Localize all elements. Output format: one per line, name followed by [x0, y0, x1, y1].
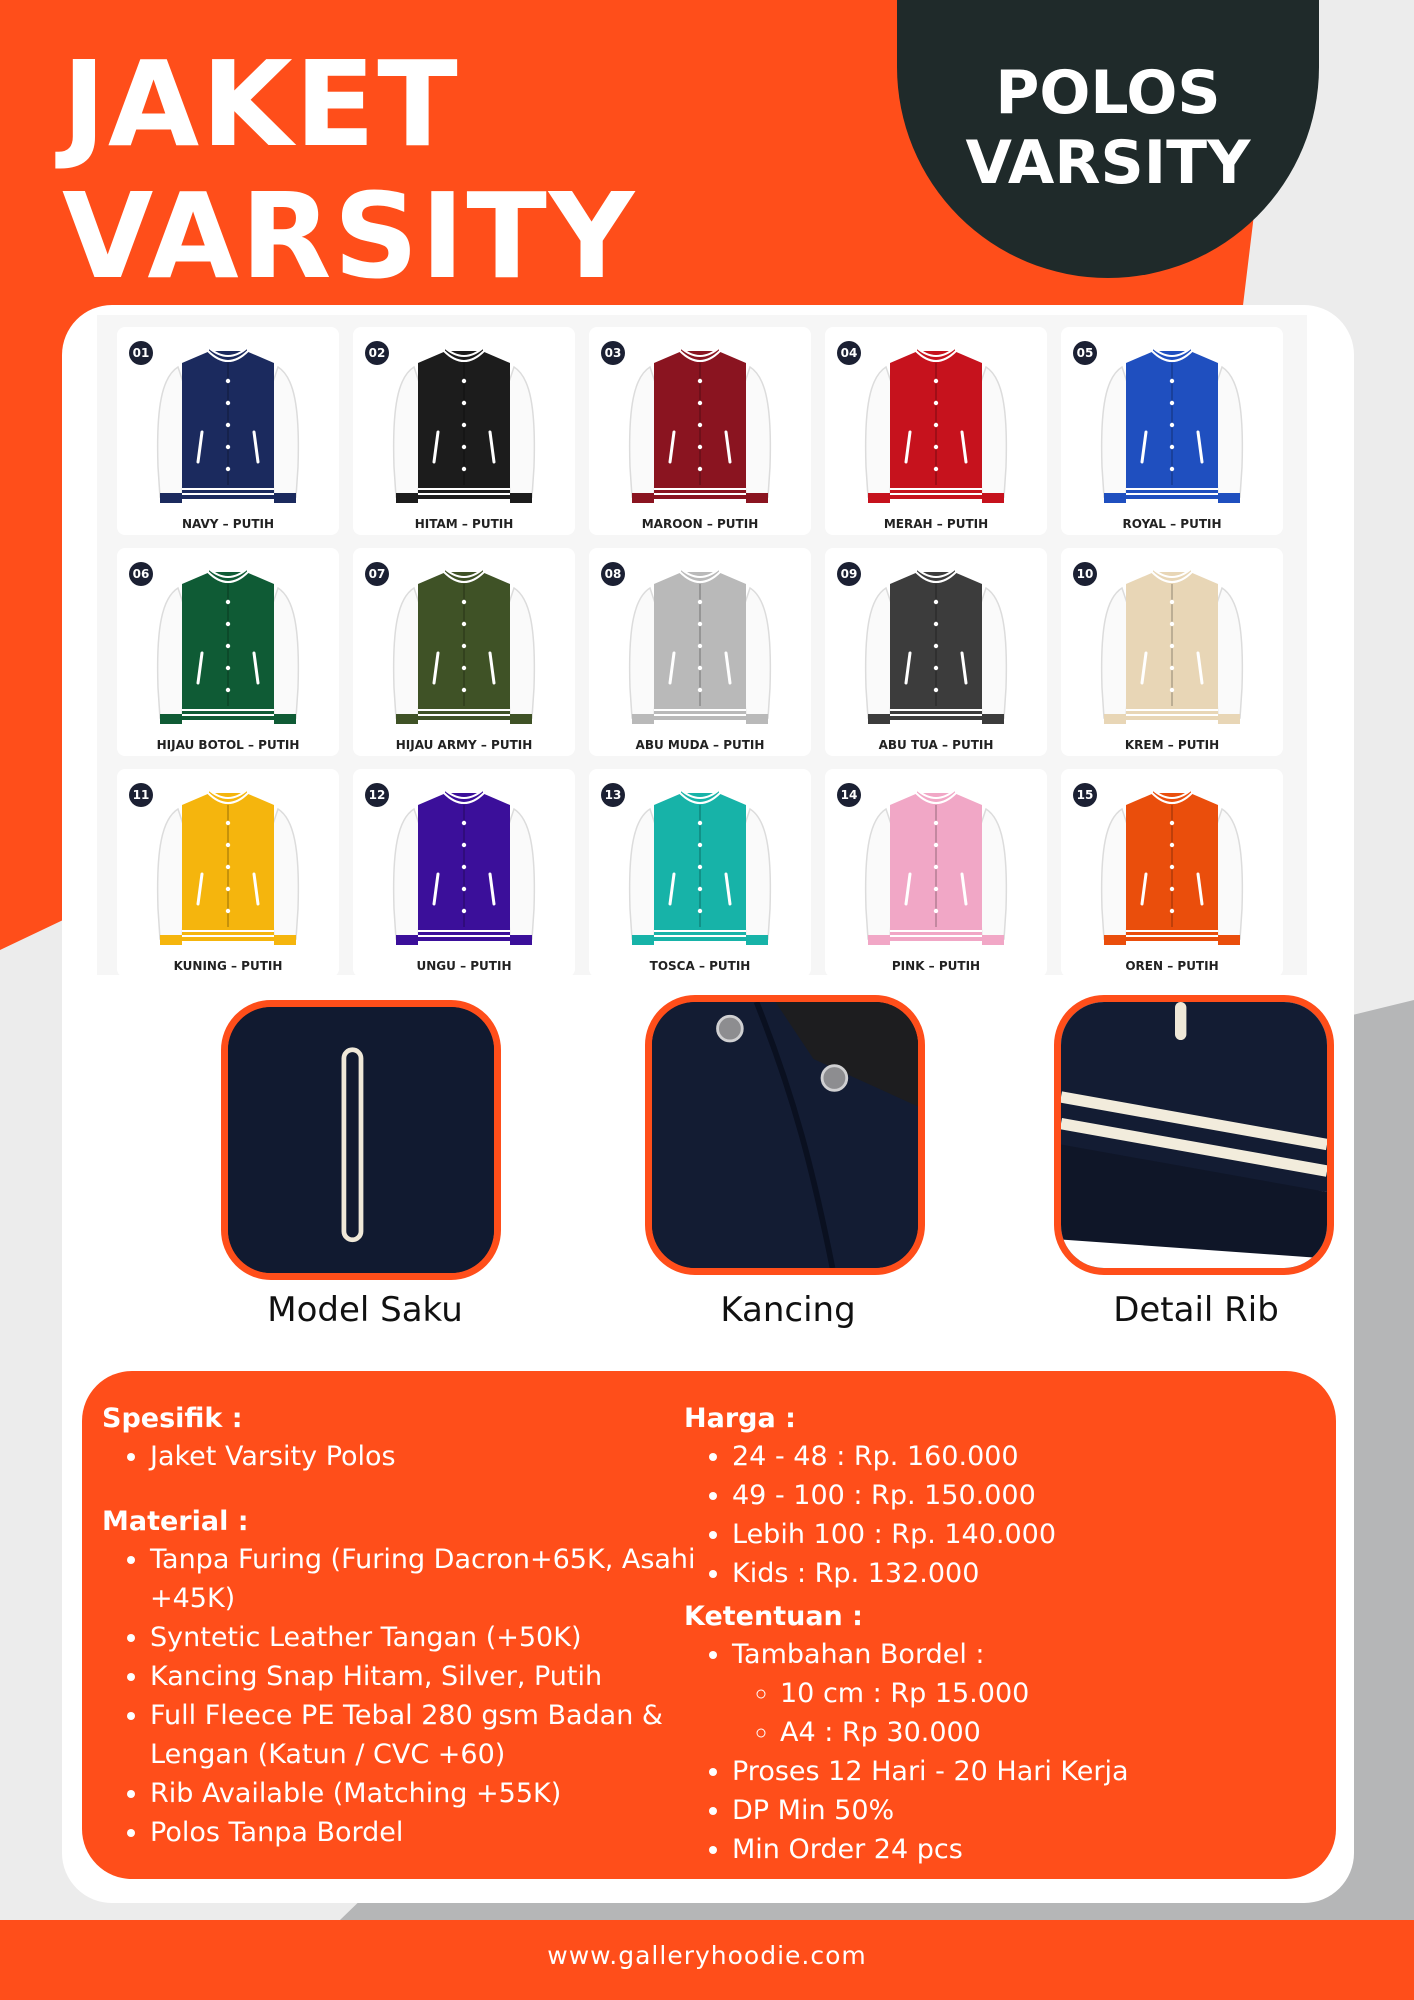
ketentuan-list [732, 1635, 1304, 1869]
pocket-illustration [228, 1007, 494, 1273]
jacket-icon [856, 779, 1016, 949]
material-heading: Material : [102, 1506, 249, 1537]
variant-number-badge: 07 [365, 562, 389, 586]
list-item: • Proses 12 Hari - 20 Hari Kerja [732, 1752, 1304, 1791]
color-variant-card[interactable] [117, 769, 339, 977]
variant-number-badge: 14 [837, 783, 861, 807]
list-item: ◦ A4 : Rp 30.000 [780, 1713, 1304, 1752]
detail-pocket-label: Model Saku [267, 1290, 463, 1330]
variant-label: HITAM – PUTIH [414, 517, 514, 531]
jacket-icon [384, 779, 544, 949]
rib-illustration [1061, 1002, 1327, 1268]
list-item: • Kancing Snap Hitam, Silver, Putih [150, 1657, 722, 1696]
variant-label: NAVY – PUTIH [181, 517, 275, 531]
color-variant-card[interactable] [825, 327, 1047, 535]
color-variant-card[interactable] [589, 548, 811, 756]
list-item: • Kids : Rp. 132.000 [732, 1554, 1304, 1593]
jacket-icon [384, 558, 544, 728]
color-variant-grid [97, 315, 1307, 975]
color-variant-card[interactable] [353, 548, 575, 756]
color-variant-card[interactable] [353, 769, 575, 977]
color-variant-card[interactable] [1061, 548, 1283, 756]
variant-number-badge: 06 [129, 562, 153, 586]
list-item: • 24 - 48 : Rp. 160.000 [732, 1437, 1304, 1476]
variant-number-badge: 01 [129, 341, 153, 365]
detail-pocket-image [221, 1000, 501, 1280]
variant-label: MERAH – PUTIH [883, 517, 989, 531]
variant-label: ABU TUA – PUTIH [878, 738, 994, 752]
harga-list [732, 1437, 1304, 1593]
variant-label: KREM – PUTIH [1124, 738, 1220, 752]
harga-heading: Harga : [684, 1403, 796, 1434]
detail-button-image [645, 995, 925, 1275]
list-item: • Rib Available (Matching +55K) [150, 1774, 722, 1813]
list-item: • 49 - 100 : Rp. 150.000 [732, 1476, 1304, 1515]
variant-label: ROYAL – PUTIH [1122, 517, 1222, 531]
jacket-icon [856, 337, 1016, 507]
variant-number-badge: 15 [1073, 783, 1097, 807]
variant-label: ABU MUDA – PUTIH [635, 738, 765, 752]
jacket-icon [620, 558, 780, 728]
jacket-icon [148, 558, 308, 728]
jacket-icon [1092, 779, 1252, 949]
list-item: • Polos Tanpa Bordel [150, 1813, 722, 1852]
detail-rib-image [1054, 995, 1334, 1275]
list-item: • Lebih 100 : Rp. 140.000 [732, 1515, 1304, 1554]
color-variant-card[interactable] [825, 769, 1047, 977]
jacket-icon [1092, 558, 1252, 728]
jacket-icon [856, 558, 1016, 728]
material-list [150, 1540, 722, 1852]
ketentuan-heading: Ketentuan : [684, 1601, 863, 1632]
variant-number-badge: 11 [129, 783, 153, 807]
color-variant-card[interactable] [117, 548, 339, 756]
spec-panel [82, 1371, 1336, 1879]
variant-number-badge: 04 [837, 341, 861, 365]
variant-label: TOSCA – PUTIH [649, 959, 751, 973]
spec-right-column [684, 1401, 1304, 1869]
list-item: • Full Fleece PE Tebal 280 gsm Badan & Lengan (Katun / CVC +60) [150, 1696, 722, 1774]
jacket-icon [148, 779, 308, 949]
variant-number-badge: 09 [837, 562, 861, 586]
title-line-2: VARSITY [62, 167, 637, 305]
variant-label: HIJAU ARMY – PUTIH [395, 738, 533, 752]
color-variant-card[interactable] [1061, 769, 1283, 977]
button-illustration [652, 1002, 918, 1268]
list-item: • Syntetic Leather Tangan (+50K) [150, 1618, 722, 1657]
jacket-icon [1092, 337, 1252, 507]
variant-number-badge: 05 [1073, 341, 1097, 365]
color-variant-card[interactable] [1061, 327, 1283, 535]
badge-line-2: VARSITY [965, 128, 1251, 198]
jacket-icon [148, 337, 308, 507]
list-item: • DP Min 50% [732, 1791, 1304, 1830]
variant-label: OREN – PUTIH [1125, 959, 1219, 973]
color-variant-card[interactable] [825, 548, 1047, 756]
badge-line-1: POLOS [995, 58, 1221, 128]
variant-label: PINK – PUTIH [891, 959, 981, 973]
variant-label: HIJAU BOTOL – PUTIH [156, 738, 300, 752]
list-item: • Min Order 24 pcs [732, 1830, 1304, 1869]
variant-label: UNGU – PUTIH [416, 959, 512, 973]
color-variant-card[interactable] [589, 769, 811, 977]
jacket-icon [384, 337, 544, 507]
variant-number-badge: 13 [601, 783, 625, 807]
variant-label: MAROON – PUTIH [641, 517, 759, 531]
page-title [62, 35, 637, 305]
bordel-label: Tambahan Bordel : [732, 1639, 985, 1670]
detail-button-label: Kancing [720, 1290, 856, 1330]
variant-number-badge: 12 [365, 783, 389, 807]
website-link[interactable]: www.galleryhoodie.com [547, 1941, 867, 1970]
color-variant-card[interactable] [353, 327, 575, 535]
footer [0, 1920, 1414, 2000]
list-item: ◦ 10 cm : Rp 15.000 [780, 1674, 1304, 1713]
spesifik-heading: Spesifik : [102, 1403, 243, 1434]
spesifik-list [150, 1437, 722, 1476]
color-variant-card[interactable] [117, 327, 339, 535]
variant-label: KUNING – PUTIH [173, 959, 283, 973]
list-item [732, 1635, 1304, 1752]
variant-number-badge: 08 [601, 562, 625, 586]
variant-number-badge: 03 [601, 341, 625, 365]
list-item: • Tanpa Furing (Furing Dacron+65K, Asahi +45K) [150, 1540, 722, 1618]
title-line-1: JAKET [62, 35, 460, 173]
jacket-icon [620, 779, 780, 949]
detail-rib-label: Detail Rib [1113, 1290, 1279, 1330]
color-variant-card[interactable] [589, 327, 811, 535]
bordel-sublist [780, 1674, 1304, 1752]
variant-number-badge: 02 [365, 341, 389, 365]
jacket-icon [620, 337, 780, 507]
spec-left-column [102, 1401, 722, 1852]
variant-number-badge: 10 [1073, 562, 1097, 586]
list-item: • Jaket Varsity Polos [150, 1437, 722, 1476]
